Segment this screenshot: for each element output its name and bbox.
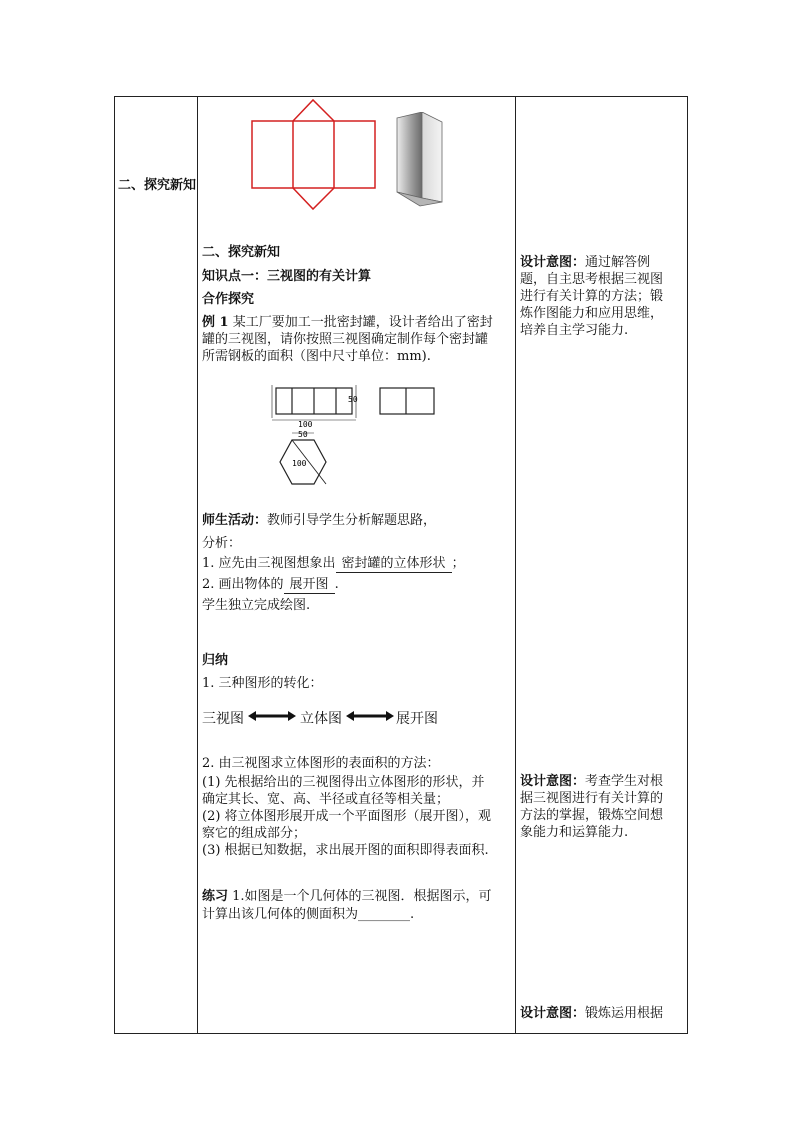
exercise-label: 练习	[202, 889, 229, 904]
blank-1: 密封罐的立体形状	[336, 555, 452, 573]
method-1b: 确定其长、宽、高、半径或直径等相关量；	[202, 792, 450, 807]
exercise-line-2: 计算出该几何体的侧面积为________.	[202, 907, 415, 922]
summary-1: 1. 三种图形的转化：	[202, 676, 323, 691]
design-intent-1-line-5: 培养自主学习能力.	[520, 323, 629, 338]
design-intent-2-line-4: 象能力和运算能力.	[520, 825, 629, 840]
design-intent-1-line-2: 题，自主思考根据三视图	[520, 272, 664, 287]
example-line-2: 罐的三视图，请你按照三视图确定制作每个密封罐	[202, 332, 489, 347]
design-intent-label: 设计意图：	[520, 1006, 586, 1021]
column-divider-1	[197, 97, 198, 1033]
design-intent-label: 设计意图：	[520, 774, 586, 789]
method-2b: 察它的组成部分；	[202, 826, 307, 841]
method-2a: (2) 将立体图形展开成一个平面图形（展开图），观	[202, 809, 492, 824]
knowledge-point: 知识点一：三视图的有关计算	[202, 269, 372, 284]
design-intent-2-line-3: 方法的掌握，锻炼空间想	[520, 808, 664, 823]
summary-2: 2. 由三视图求立体图形的表面积的方法：	[202, 756, 440, 771]
conversion-flow	[202, 708, 244, 728]
design-intent-2-line-1: 设计意图：考查学生对根	[520, 774, 664, 789]
method-3: (3) 根据已知数据，求出展开图的面积即得表面积.	[202, 843, 489, 858]
column-divider-2	[515, 97, 516, 1033]
section-label: 二、探究新知	[118, 178, 197, 193]
activity-label: 师生活动：	[202, 513, 268, 528]
prism-net-figure	[240, 96, 390, 212]
flow-three-view: 三视图	[202, 711, 244, 727]
section-heading: 二、探究新知	[202, 245, 281, 260]
dim-50-a: 50	[348, 395, 358, 404]
flow-solid: 立体图	[300, 711, 342, 727]
cooperative-heading: 合作探究	[202, 292, 255, 307]
design-intent-1-line-3: 进行有关计算的方法；锻	[520, 289, 664, 304]
activity-line: 师生活动：教师引导学生分析解题思路，	[202, 513, 437, 528]
design-intent-1-line-1: 设计意图：通过解答例	[520, 255, 651, 270]
three-view-figure	[270, 380, 445, 492]
example-line-1: 例 1 某工厂要加工一批密封罐，设计者给出了密封	[202, 315, 493, 330]
exercise-line-1: 练习 1.如图是一个几何体的三视图．根据图示，可	[202, 889, 492, 904]
dim-100-b: 100	[292, 459, 307, 468]
method-1a: (1) 先根据给出的三视图得出立体图形的形状，并	[202, 775, 485, 790]
double-arrow-icon	[346, 710, 394, 722]
design-intent-2-line-2: 据三视图进行有关计算的	[520, 791, 664, 806]
design-intent-3-line-1: 设计意图：锻炼运用根据	[520, 1006, 664, 1021]
analysis-label: 分析：	[202, 536, 242, 551]
step-3: 学生独立完成绘图.	[202, 598, 311, 613]
design-intent-1-line-4: 炼作图能力和应用思维，	[520, 306, 664, 321]
dim-50-b: 50	[298, 430, 308, 439]
example-label: 例 1	[202, 315, 229, 330]
example-line-3: 所需钢板的面积（图中尺寸单位：mm).	[202, 349, 431, 364]
dim-100-a: 100	[298, 420, 313, 429]
blank-2: 展开图	[284, 576, 335, 594]
summary-heading: 归纳	[202, 653, 229, 668]
prism-3d-figure	[390, 112, 450, 208]
step-2: 2. 画出物体的 展开图 .	[202, 577, 339, 592]
design-intent-label: 设计意图：	[520, 255, 586, 270]
flow-net: 展开图	[396, 711, 438, 727]
double-arrow-icon	[248, 710, 296, 722]
step-1: 1. 应先由三视图想象出 密封罐的立体形状 ；	[202, 556, 465, 571]
